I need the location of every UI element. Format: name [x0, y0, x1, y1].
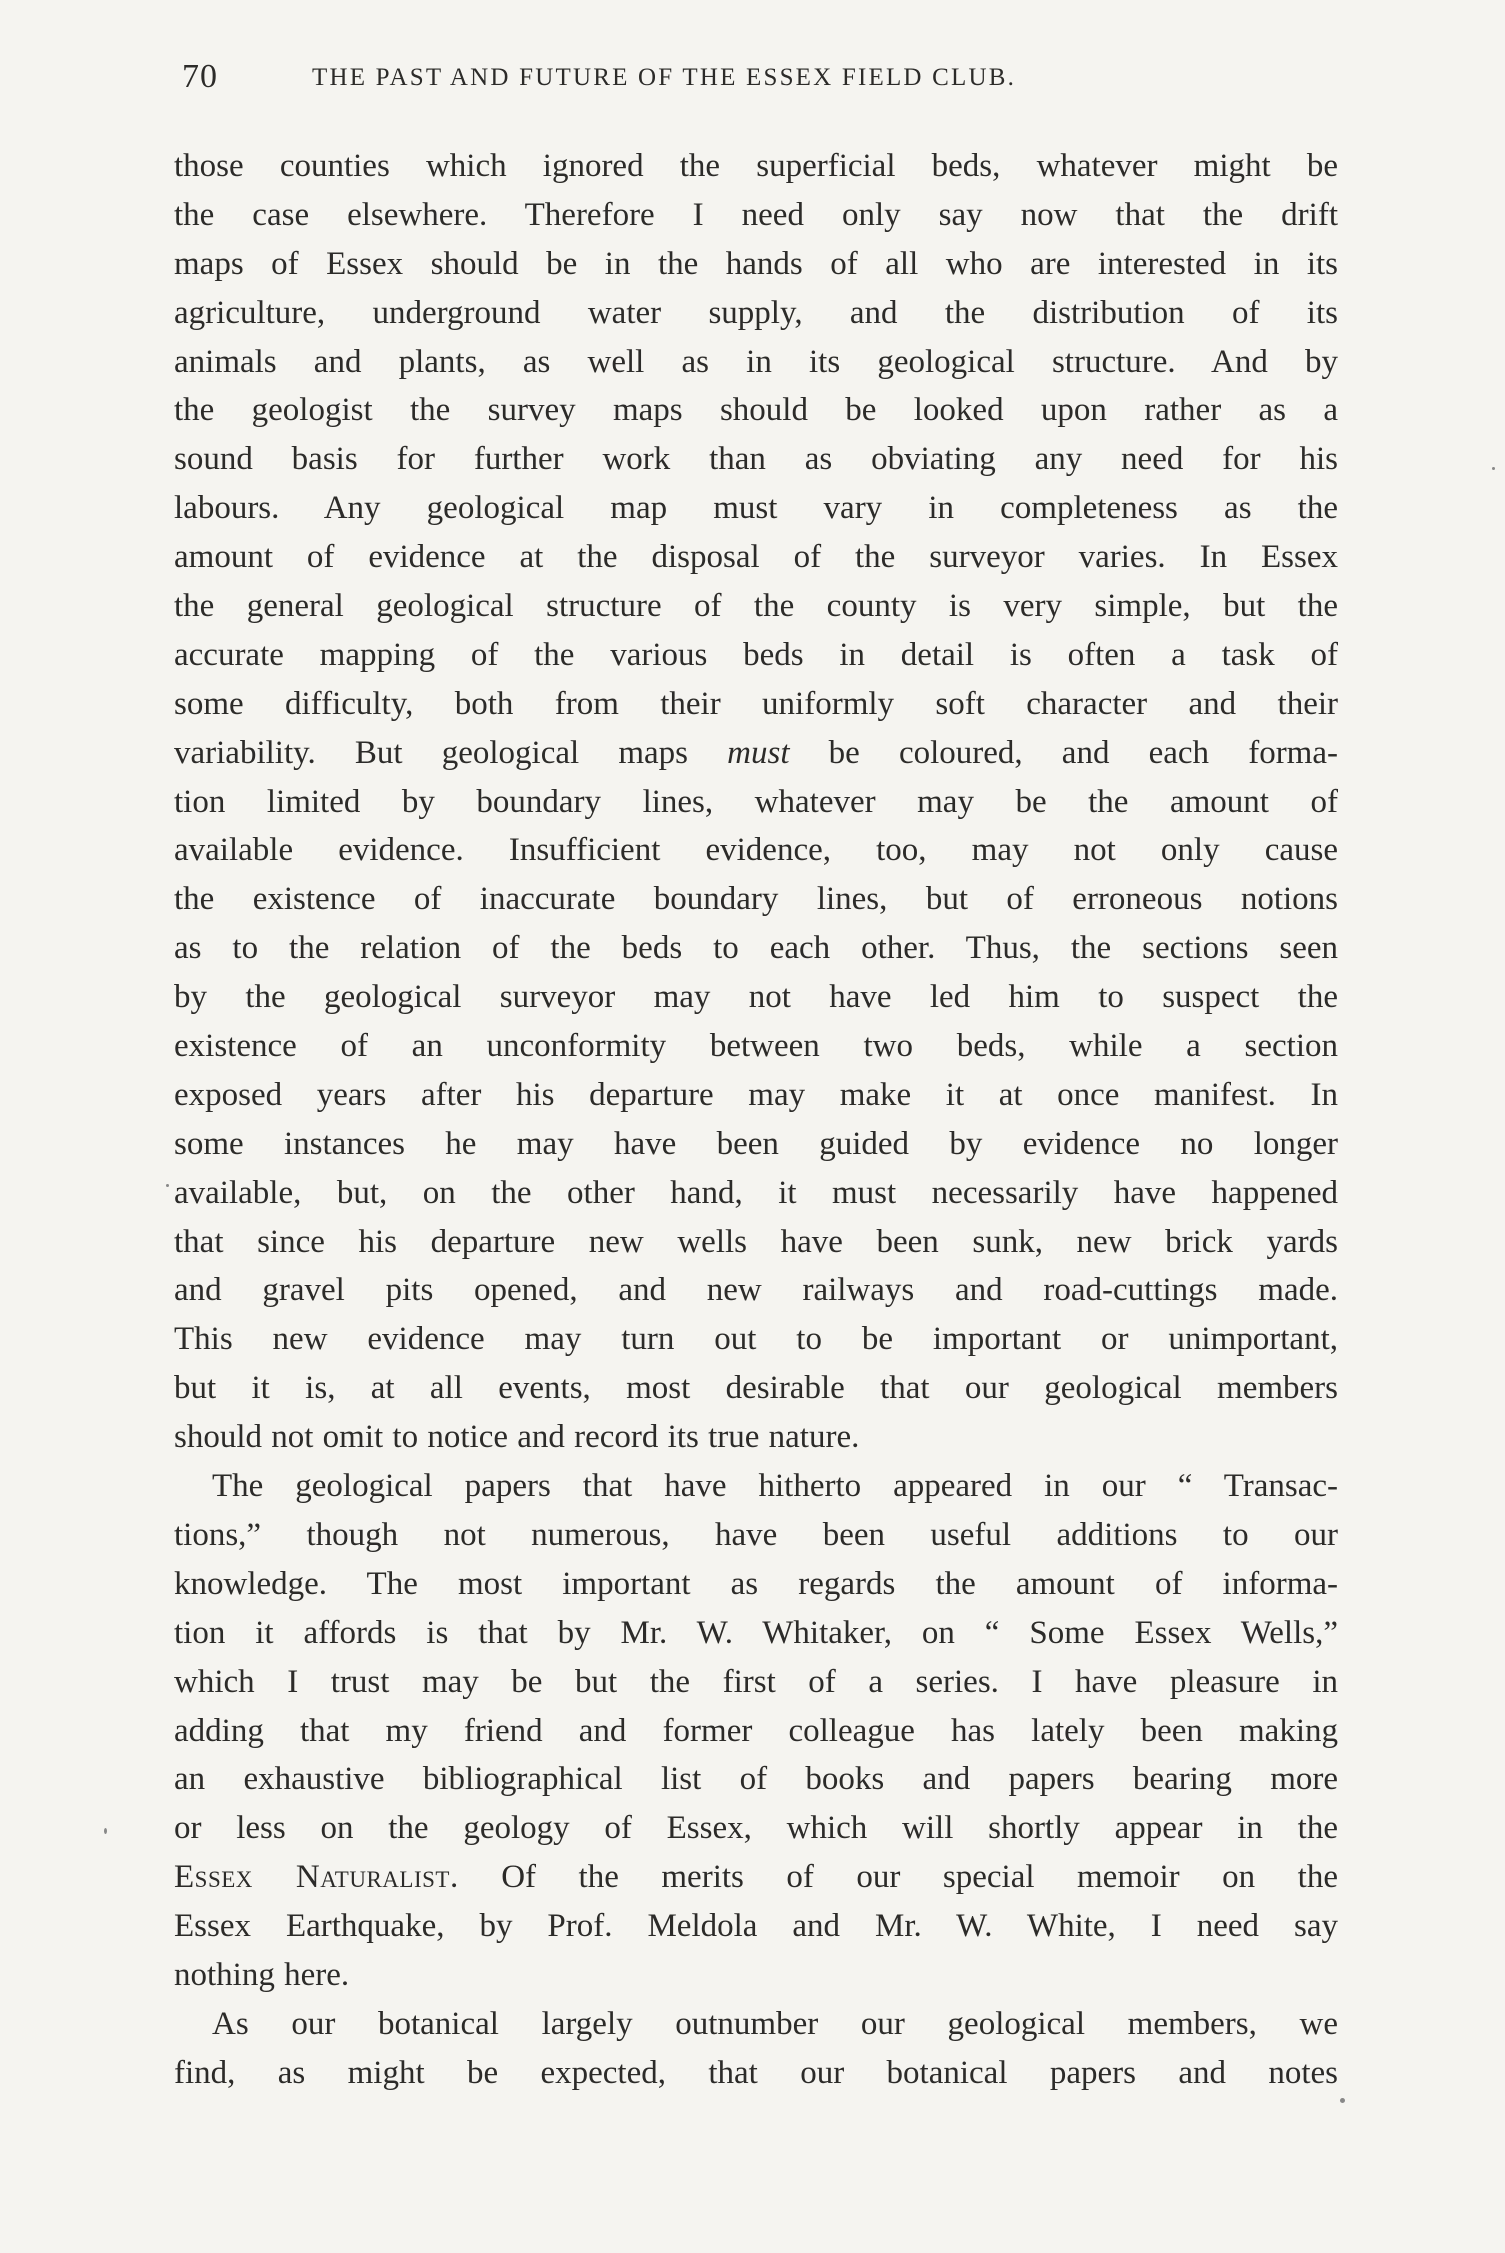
text-line: nothing here.: [174, 1956, 350, 1993]
text-line: an exhaustive bibliographical list of books and papers bearing more: [174, 1761, 1338, 1798]
text-line-with-italic: [174, 729, 1338, 778]
text-line: find, as might be expected, that our botanical papers and notes: [174, 2054, 1338, 2091]
paragraph-1: [174, 142, 1338, 1462]
text-line: tion it affords is that by Mr. W. Whitaker, on “ Some Essex Wells,”: [174, 1614, 1338, 1651]
journal-title: Essex Naturalist.: [174, 1859, 459, 1896]
italic-word: must: [727, 734, 790, 771]
paragraph-2: [174, 1462, 1338, 2000]
text-line: that since his departure new wells have been sunk, new brick yards: [174, 1223, 1338, 1260]
text-line: some difficulty, both from their uniformly soft character and their: [174, 685, 1338, 722]
text-line: some instances he may have been guided by evidence no longer: [174, 1125, 1338, 1162]
text-line: accurate mapping of the various beds in detail is often a task of: [174, 636, 1338, 673]
text-line: tions,” though not numerous, have been useful additions to our: [174, 1516, 1338, 1553]
text-line: the geologist the survey maps should be looked upon rather as a: [174, 392, 1338, 429]
scan-speck: [1340, 2098, 1345, 2103]
scan-speck: [104, 1828, 107, 1834]
text-segment: be coloured, and each forma-: [789, 734, 1338, 771]
text-segment: Of the merits of our special memoir on the: [458, 1859, 1338, 1896]
text-line: but it is, at all events, most desirable that our geological members: [174, 1370, 1338, 1407]
text-line: Essex Earthquake, by Prof. Meldola and Mr. W. White, I need say: [174, 1908, 1338, 1945]
page-header: [182, 58, 1342, 98]
text-line: should not omit to notice and record its true nature.: [174, 1419, 860, 1456]
text-segment: variability. But geological maps: [174, 734, 728, 771]
text-line: available evidence. Insufficient evidence, too, may not only cause: [174, 832, 1338, 869]
text-line: the existence of inaccurate boundary lines, but of erroneous notions: [174, 881, 1338, 918]
page-number: 70: [182, 58, 218, 95]
running-head: THE PAST AND FUTURE OF THE ESSEX FIELD CLUB.: [312, 64, 1017, 91]
text-line: labours. Any geological map must vary in completeness as the: [174, 490, 1338, 527]
text-line: maps of Essex should be in the hands of all who are interested in its: [174, 245, 1338, 282]
text-line: amount of evidence at the disposal of the surveyor varies. In Essex: [174, 539, 1338, 576]
text-line: The geological papers that have hitherto appeared in our “ Transac-: [212, 1468, 1338, 1505]
text-line: the general geological structure of the county is very simple, but the: [174, 588, 1338, 625]
text-line: adding that my friend and former colleague has lately been making: [174, 1712, 1338, 1749]
scan-speck: [166, 1184, 169, 1187]
text-line: agriculture, underground water supply, and the distribution of its: [174, 294, 1338, 331]
text-line: or less on the geology of Essex, which will shortly appear in the: [174, 1810, 1338, 1847]
paragraph-3: [174, 2000, 1338, 2098]
text-line: the case elsewhere. Therefore I need only say now that the drift: [174, 196, 1338, 233]
text-line: which I trust may be but the first of a series. I have pleasure in: [174, 1663, 1338, 1700]
text-line: and gravel pits opened, and new railways and road-cuttings made.: [174, 1272, 1338, 1309]
body-text: [174, 142, 1338, 2098]
text-line: tion limited by boundary lines, whatever may be the amount of: [174, 783, 1338, 820]
text-line: as to the relation of the beds to each other. Thus, the sections seen: [174, 930, 1338, 967]
text-line: existence of an unconformity between two beds, while a section: [174, 1028, 1338, 1065]
text-line: those counties which ignored the superficial beds, whatever might be: [174, 148, 1338, 184]
text-line: knowledge. The most important as regards the amount of informa-: [174, 1565, 1338, 1602]
scan-speck: [1492, 467, 1495, 470]
text-line: This new evidence may turn out to be important or unimportant,: [174, 1321, 1338, 1358]
text-line: by the geological surveyor may not have led him to suspect the: [174, 979, 1338, 1016]
text-line: available, but, on the other hand, it must necessarily have happened: [174, 1174, 1338, 1211]
text-line: sound basis for further work than as obviating any need for his: [174, 441, 1338, 478]
text-line-with-smallcaps: [174, 1853, 1338, 1902]
text-line: As our botanical largely outnumber our geological members, we: [212, 2005, 1338, 2042]
text-line: exposed years after his departure may make it at once manifest. In: [174, 1076, 1338, 1113]
text-line: animals and plants, as well as in its geological structure. And by: [174, 343, 1338, 380]
